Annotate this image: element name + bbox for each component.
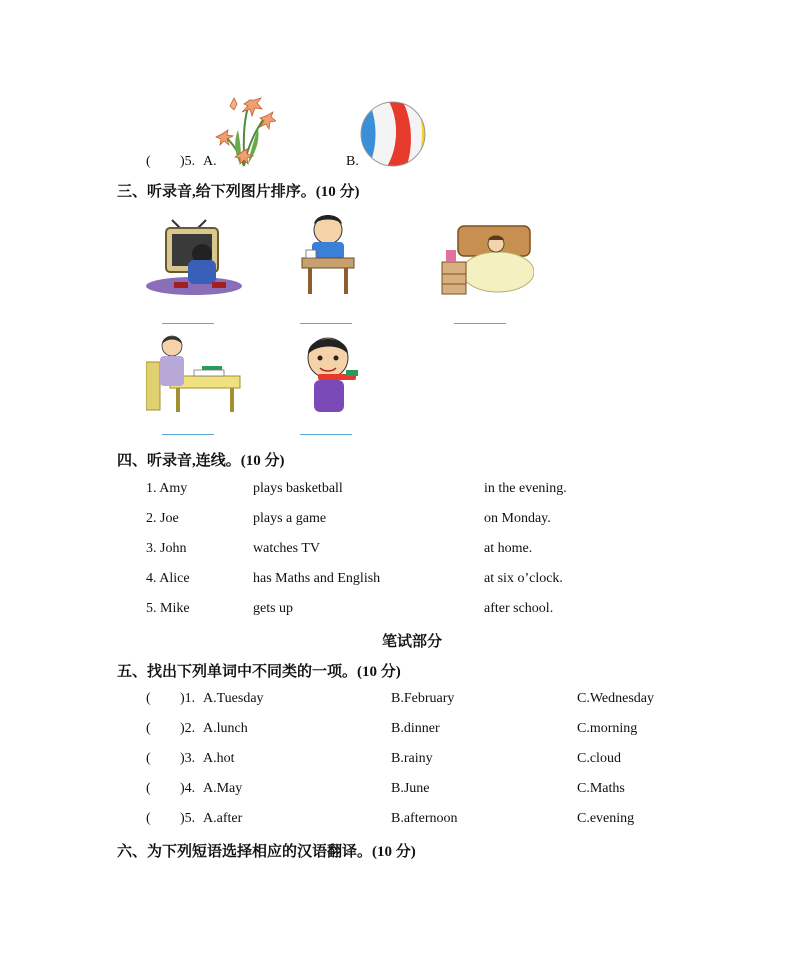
boy-brushing-teeth-picture <box>298 332 362 414</box>
child-in-bed-picture <box>440 222 534 296</box>
match-activity[interactable]: watches TV <box>253 541 320 556</box>
option-b: B.rainy <box>391 751 433 766</box>
answer-paren[interactable]: ( <box>146 781 151 796</box>
match-name[interactable]: 1. Amy <box>146 481 188 496</box>
item-number: )5. <box>180 811 196 826</box>
item-number: )2. <box>180 721 196 736</box>
section6-heading: 六、为下列短语选择相应的汉语翻译。(10 分) <box>117 844 416 860</box>
answer-blank[interactable] <box>300 323 352 324</box>
match-activity[interactable]: has Maths and English <box>253 571 381 586</box>
option-c: C.evening <box>577 811 635 826</box>
q5-option-b: B. <box>346 154 359 169</box>
option-b: B.June <box>391 781 430 796</box>
section5-heading: 五、找出下列单词中不同类的一项。(10 分) <box>117 664 401 680</box>
man-at-desk-picture <box>146 332 242 414</box>
option-b: B.dinner <box>391 721 440 736</box>
match-activity[interactable]: plays a game <box>253 511 327 526</box>
option-c: C.cloud <box>577 751 621 766</box>
match-time[interactable]: at home. <box>484 541 533 556</box>
q5-paren-open: ( <box>146 154 151 169</box>
answer-paren[interactable]: ( <box>146 691 151 706</box>
item-number: )1. <box>180 691 196 706</box>
match-activity[interactable]: plays basketball <box>253 481 343 496</box>
option-a: A.lunch <box>203 721 248 736</box>
option-a: A.after <box>203 811 243 826</box>
q5-number: )5. <box>180 154 196 169</box>
section4-heading: 四、听录音,连线。(10 分) <box>117 453 285 469</box>
match-time[interactable]: in the evening. <box>484 481 567 496</box>
answer-paren[interactable]: ( <box>146 811 151 826</box>
match-name[interactable]: 2. Joe <box>146 511 179 526</box>
option-b: B.February <box>391 691 455 706</box>
option-b: B.afternoon <box>391 811 458 826</box>
option-c: C.Maths <box>577 781 625 796</box>
answer-blank[interactable] <box>162 323 214 324</box>
section3-heading: 三、听录音,给下列图片排序。(10 分) <box>117 184 360 200</box>
option-c: C.morning <box>577 721 638 736</box>
beach-ball-picture <box>358 100 428 168</box>
answer-blank[interactable] <box>454 323 506 324</box>
written-part-title: 笔试部分 <box>382 634 443 650</box>
option-a: A.hot <box>203 751 235 766</box>
boy-eating-breakfast-picture <box>298 208 360 296</box>
flower-picture <box>214 94 276 168</box>
q5-option-a: A. <box>203 154 217 169</box>
option-a: A.May <box>203 781 243 796</box>
answer-blank[interactable] <box>300 434 352 435</box>
answer-paren[interactable]: ( <box>146 751 151 766</box>
item-number: )4. <box>180 781 196 796</box>
match-time[interactable]: on Monday. <box>484 511 551 526</box>
answer-paren[interactable]: ( <box>146 721 151 736</box>
answer-blank[interactable] <box>162 434 214 435</box>
match-name[interactable]: 3. John <box>146 541 187 556</box>
option-a: A.Tuesday <box>203 691 264 706</box>
match-time[interactable]: after school. <box>484 601 554 616</box>
item-number: )3. <box>180 751 196 766</box>
match-activity[interactable]: gets up <box>253 601 294 616</box>
match-time[interactable]: at six o’clock. <box>484 571 563 586</box>
boy-watching-tv-picture <box>144 218 244 298</box>
match-name[interactable]: 4. Alice <box>146 571 190 586</box>
match-name[interactable]: 5. Mike <box>146 601 190 616</box>
option-c: C.Wednesday <box>577 691 655 706</box>
